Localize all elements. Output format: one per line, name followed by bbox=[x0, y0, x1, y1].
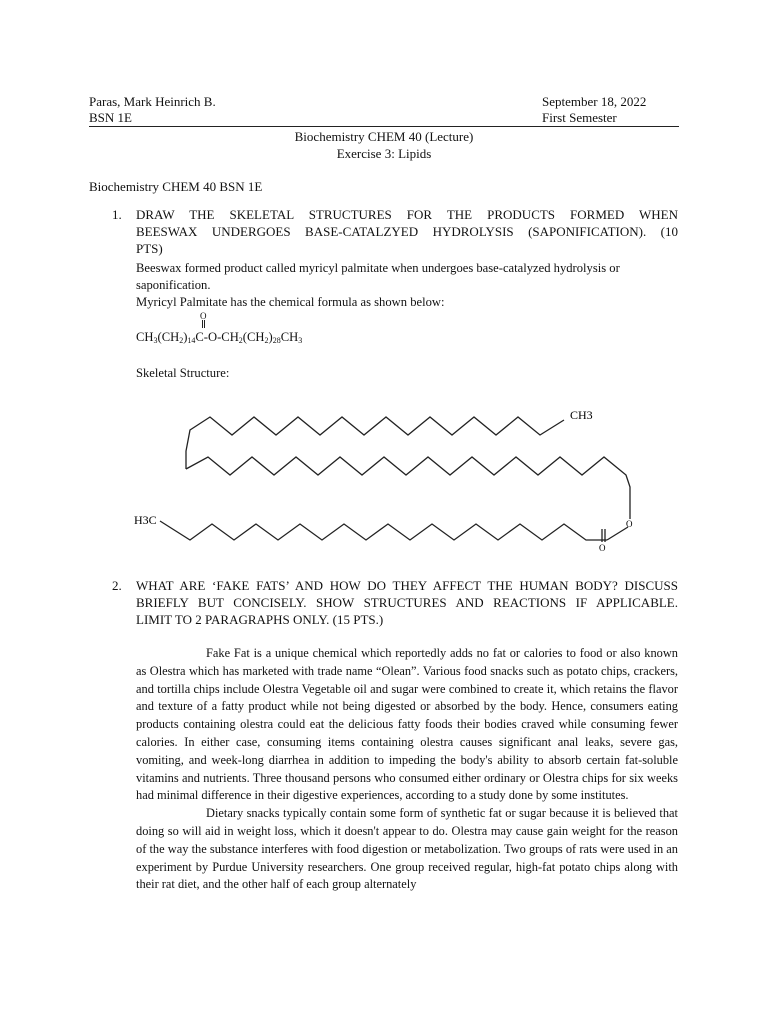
ester-bond-lower bbox=[607, 527, 628, 540]
formula-part: C-O-CH bbox=[195, 330, 239, 344]
question-2-line-3: LIMIT TO 2 PARAGRAPHS ONLY. (15 PTS.) bbox=[136, 612, 384, 627]
question-2-line-1: WHAT ARE ‘FAKE FATS’ AND HOW DO THEY AFFECT THE HUMAN BODY? DISCUSS bbox=[136, 578, 678, 593]
formula-part: CH bbox=[136, 330, 154, 344]
question-1-line-3: PTS) bbox=[136, 241, 163, 256]
answer-1-line-1: Beeswax formed product called myricyl palmitate when undergoes base-catalyzed hydrolysis or bbox=[136, 261, 620, 275]
formula-part: (CH bbox=[157, 330, 180, 344]
student-section: BSN 1E bbox=[89, 110, 132, 125]
formula-subscript: 2 bbox=[179, 336, 184, 345]
formula-subscript: 2 bbox=[264, 336, 269, 345]
middle-chain bbox=[186, 457, 630, 512]
formula-part: ) bbox=[268, 330, 273, 344]
question-1-line-1: DRAW THE SKELETAL STRUCTURES FOR THE PRODUCTS FORMED WHEN bbox=[136, 207, 678, 222]
formula-part: CH bbox=[280, 330, 299, 344]
answer-1-line-3: Myricyl Palmitate has the chemical formula as shown below: bbox=[136, 295, 445, 309]
top-right-methyl-label: CH3 bbox=[570, 408, 593, 422]
formula-subscript: 2 bbox=[238, 336, 243, 345]
formula-subscript: 3 bbox=[298, 336, 303, 345]
formula-subscript: 3 bbox=[153, 336, 158, 345]
skeletal-structure-label: Skeletal Structure: bbox=[136, 366, 230, 380]
formula-subscript: 14 bbox=[187, 336, 196, 345]
answer-2-body bbox=[136, 645, 678, 945]
question-2-number: 2. bbox=[112, 578, 122, 593]
answer-2-paragraph-1: Fake Fat is a unique chemical which reportedly adds no fat or calories to food or also known as Olestra which has marketed with trade name “Olean”. Various food snacks such as potato chips, crackers, and tortilla chips include Olestra Vegetable oil and sugar were combined to create it, which retains the flavor and texture of a fatty product while not being digested or absorbed by the body. Hence, consumers eating products containing olestra could eat the delicious fatty foods their bodies craved while consuming fewer calories. In either case, consuming items containing olestra causes significant anal leaks, severe gas, vomiting, and week-long diarrhea in addition to impeding the body's ability to absorb certain fat-soluble vitamins and nutrients. Three thousand persons who consumed either ordinary or Olestra chips for six weeks had minimal difference in their digestive experiences, according to a study done by some institutes. bbox=[136, 646, 678, 803]
top-chain bbox=[186, 417, 564, 469]
left-methyl-label: H3C bbox=[134, 513, 157, 527]
question-1-line-2: BEESWAX UNDERGOES BASE-CATALZYED HYDROLYSIS (SAPONIFICATION). (10 bbox=[136, 224, 678, 239]
answer-2-paragraph-2: Dietary snacks typically contain some form of synthetic fat or sugar because it is believed that doing so will aid in weight loss, which it doesn't appear to do. Olestra may cause gain weight for the reason of the way the substance interferes with food digestion or metabolization. Two groups of rats were used in an experiment by Purdue University researchers. One group received regular, high-fat potato chips along with their rat diet, and the other half of each group alternately bbox=[136, 806, 678, 892]
formula-part: (CH bbox=[242, 330, 265, 344]
document-date: September 18, 2022 bbox=[542, 94, 647, 109]
answer-1-line-2: saponification. bbox=[136, 278, 211, 292]
course-title: Biochemistry CHEM 40 (Lecture) bbox=[294, 129, 474, 144]
document-subtitle: Biochemistry CHEM 40 BSN 1E bbox=[89, 179, 263, 194]
question-1-number: 1. bbox=[112, 207, 122, 222]
student-name: Paras, Mark Heinrich B. bbox=[89, 94, 216, 109]
bottom-chain bbox=[160, 521, 607, 540]
carbonyl-oxygen-label: O bbox=[599, 543, 606, 553]
semester: First Semester bbox=[542, 110, 617, 125]
question-2-line-2: BRIEFLY BUT CONCISELY. SHOW STRUCTURES AND REACTIONS IF APPLICABLE. bbox=[136, 595, 678, 610]
formula-part: ) bbox=[183, 330, 188, 344]
exercise-title: Exercise 3: Lipids bbox=[336, 146, 432, 161]
formula-subscript: 28 bbox=[272, 336, 281, 345]
formula-carbonyl-oxygen: O bbox=[200, 311, 207, 321]
ester-oxygen-label: O bbox=[626, 519, 633, 529]
